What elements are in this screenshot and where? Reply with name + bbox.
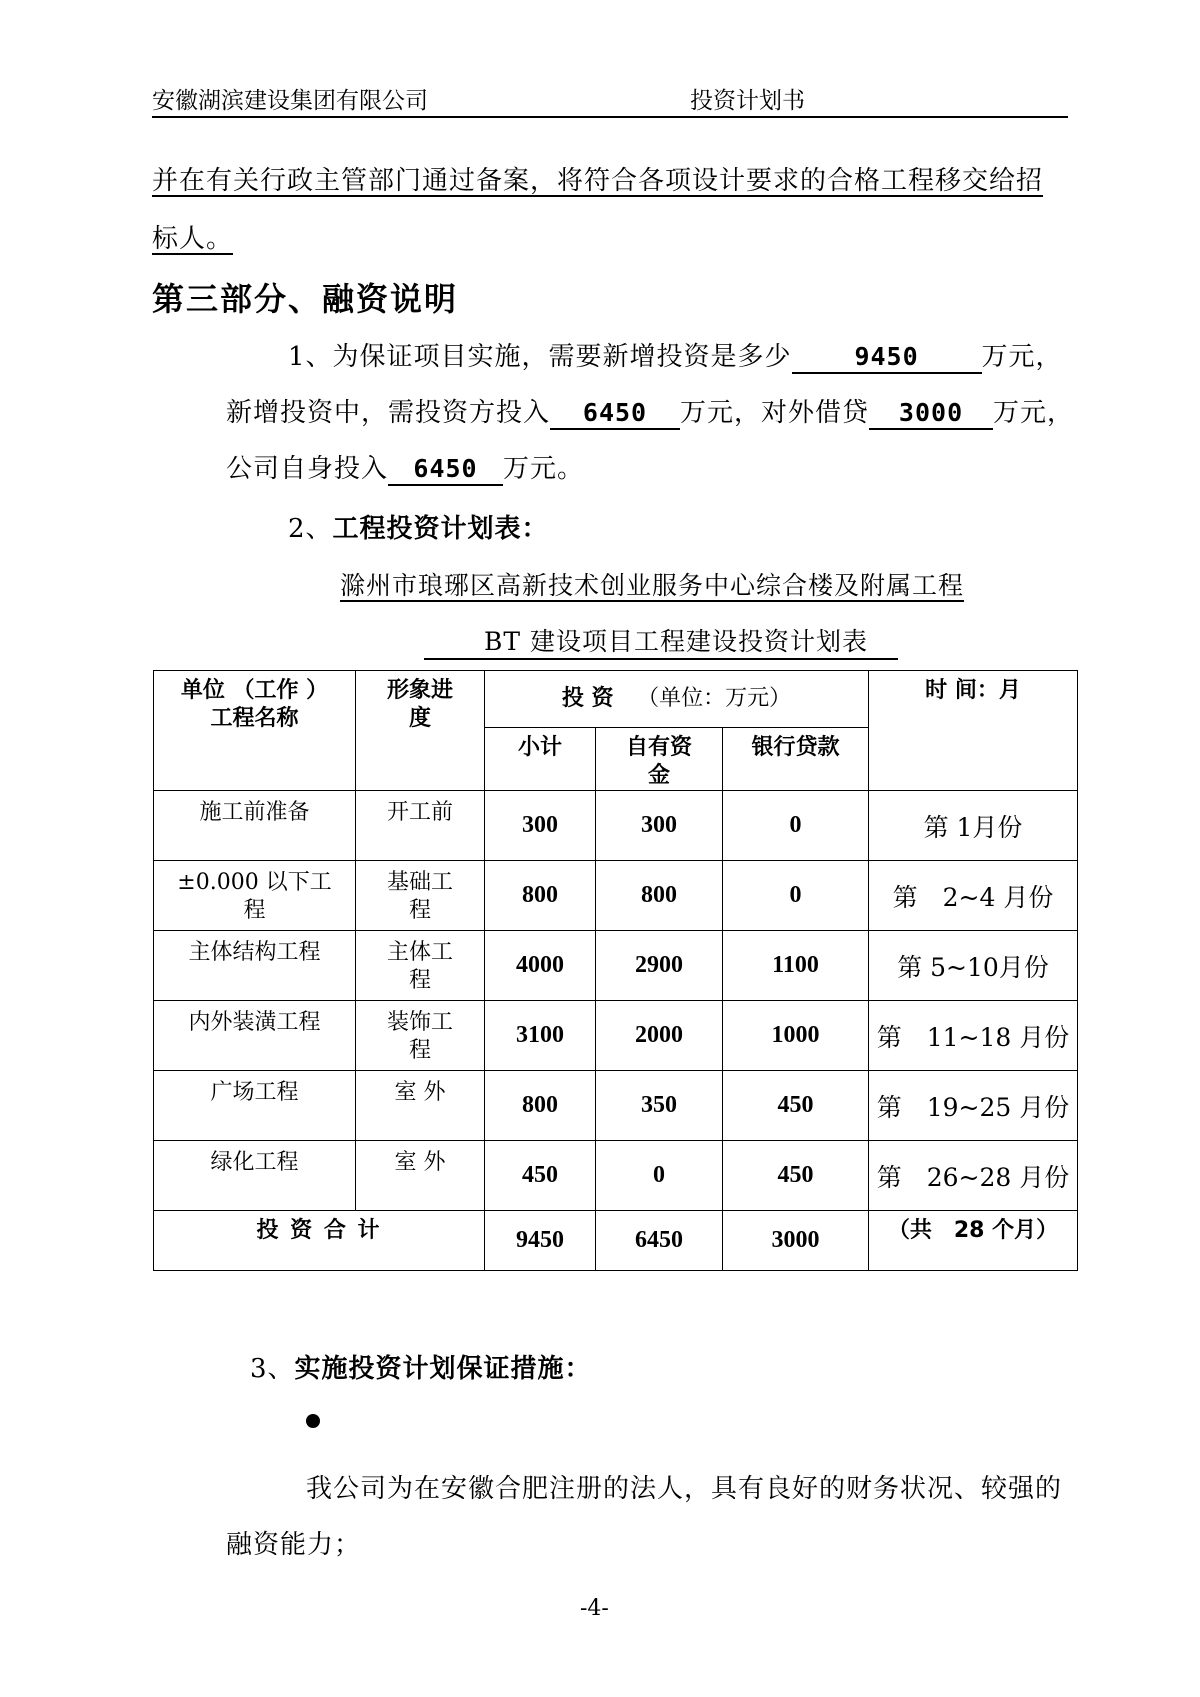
table-row — [154, 1001, 1078, 1071]
table-title-line-2: BT 建设项目工程建设投资计划表 — [424, 622, 898, 660]
bullet-para-line-2: 融资能力； — [226, 1530, 362, 1560]
item1-unit2: 万元， — [993, 398, 1075, 428]
row-work-name: 广场工程 — [154, 1071, 356, 1141]
item2-heading — [288, 508, 549, 545]
item2-label: 工程投资计划表： — [332, 514, 549, 544]
item1-line2-prefix: 新增投资中，需投资方投入 — [226, 398, 551, 428]
header-company: 安徽湖滨建设集团有限公司 — [152, 88, 428, 114]
item1-unit3: 万元。 — [503, 454, 585, 484]
total-duration: （共 28 个月） — [869, 1211, 1078, 1271]
row-progress: 室 外 — [356, 1141, 485, 1211]
row-progress: 开工前 — [356, 791, 485, 861]
row-bank-loan: 450 — [723, 1071, 869, 1141]
row-bank-loan: 450 — [723, 1141, 869, 1211]
bullet-dot-icon — [306, 1414, 320, 1428]
table-row — [154, 861, 1078, 931]
item1-prefix: 1、为保证项目实施，需要新增投资是多少 — [288, 342, 792, 372]
row-time: 第 19~25 月份 — [869, 1071, 1078, 1141]
page-number: -4- — [580, 1596, 609, 1621]
header-own-funds: 自有资 金 — [596, 728, 723, 791]
row-own-funds: 2000 — [596, 1001, 723, 1071]
header-bank-loan: 银行贷款 — [723, 728, 869, 791]
self-input-value: 6450 — [388, 454, 503, 486]
row-progress: 室 外 — [356, 1071, 485, 1141]
row-subtotal: 3100 — [485, 1001, 596, 1071]
row-bank-loan: 0 — [723, 791, 869, 861]
table-title-line-1: 滁州市琅琊区高新技术创业服务中心综合楼及附属工程 — [340, 571, 965, 600]
item1-line3-prefix: 公司自身投入 — [226, 454, 389, 484]
row-progress: 基础工 程 — [356, 861, 485, 931]
row-own-funds: 0 — [596, 1141, 723, 1211]
item1-line-2 — [226, 392, 1074, 430]
table-row — [154, 1071, 1078, 1141]
header-unit-name: 单位 （工作 ） 工程名称 — [154, 671, 356, 791]
total-label: 投 资 合 计 — [154, 1211, 485, 1271]
item1-unit1: 万元， — [981, 342, 1063, 372]
table-row — [154, 931, 1078, 1001]
header-doc-title: 投资计划书 — [690, 88, 805, 114]
row-subtotal: 800 — [485, 1071, 596, 1141]
row-work-name: 施工前准备 — [154, 791, 356, 861]
row-time: 第 11~18 月份 — [869, 1001, 1078, 1071]
row-subtotal: 4000 — [485, 931, 596, 1001]
row-subtotal: 450 — [485, 1141, 596, 1211]
row-time: 第 1月份 — [869, 791, 1078, 861]
row-time: 第 26~28 月份 — [869, 1141, 1078, 1211]
row-subtotal: 800 — [485, 861, 596, 931]
bullet-para-line-1: 我公司为在安徽合肥注册的法人，具有良好的财务状况、较强的 — [306, 1474, 1063, 1504]
total-bank-loan: 3000 — [723, 1211, 869, 1271]
item1-line2-mid: 万元，对外借贷 — [680, 398, 870, 428]
header-progress: 形象进 度 — [356, 671, 485, 791]
row-work-name: ±0.000 以下工 程 — [154, 861, 356, 931]
row-work-name: 内外装潢工程 — [154, 1001, 356, 1071]
item1-line-3 — [226, 448, 584, 486]
row-work-name: 主体结构工程 — [154, 931, 356, 1001]
table-row — [154, 1141, 1078, 1211]
total-subtotal: 9450 — [485, 1211, 596, 1271]
investor-input-value: 6450 — [550, 398, 680, 430]
item3-heading — [250, 1348, 592, 1385]
intro-line-1: 并在有关行政主管部门通过备案，将符合各项设计要求的合格工程移交给招 — [152, 166, 1044, 196]
row-own-funds: 2900 — [596, 931, 723, 1001]
row-own-funds: 800 — [596, 861, 723, 931]
item3-number: 3、 — [250, 1354, 295, 1384]
item1-line-1 — [288, 336, 1063, 374]
table-row — [154, 791, 1078, 861]
header-subtotal: 小计 — [485, 728, 596, 791]
row-bank-loan: 0 — [723, 861, 869, 931]
row-progress: 主体工 程 — [356, 931, 485, 1001]
total-row — [154, 1211, 1078, 1271]
intro-line-2: 标人。 — [152, 224, 234, 254]
header-rule — [152, 116, 1068, 118]
row-subtotal: 300 — [485, 791, 596, 861]
external-loan-value: 3000 — [869, 398, 993, 430]
header-time: 时 间：月 — [869, 671, 1078, 791]
row-own-funds: 300 — [596, 791, 723, 861]
row-time: 第 5~10月份 — [869, 931, 1078, 1001]
row-bank-loan: 1000 — [723, 1001, 869, 1071]
row-own-funds: 350 — [596, 1071, 723, 1141]
investment-plan-table — [153, 670, 1078, 1271]
row-progress: 装饰工 程 — [356, 1001, 485, 1071]
item2-number: 2、 — [288, 514, 333, 544]
new-investment-value: 9450 — [792, 342, 982, 374]
item3-label: 实施投资计划保证措施： — [294, 1354, 592, 1384]
header-investment: 投 资 （单位：万元） — [485, 671, 869, 728]
row-time: 第 2~4 月份 — [869, 861, 1078, 931]
row-bank-loan: 1100 — [723, 931, 869, 1001]
row-work-name: 绿化工程 — [154, 1141, 356, 1211]
section-title: 第三部分、融资说明 — [152, 280, 459, 318]
total-own-funds: 6450 — [596, 1211, 723, 1271]
